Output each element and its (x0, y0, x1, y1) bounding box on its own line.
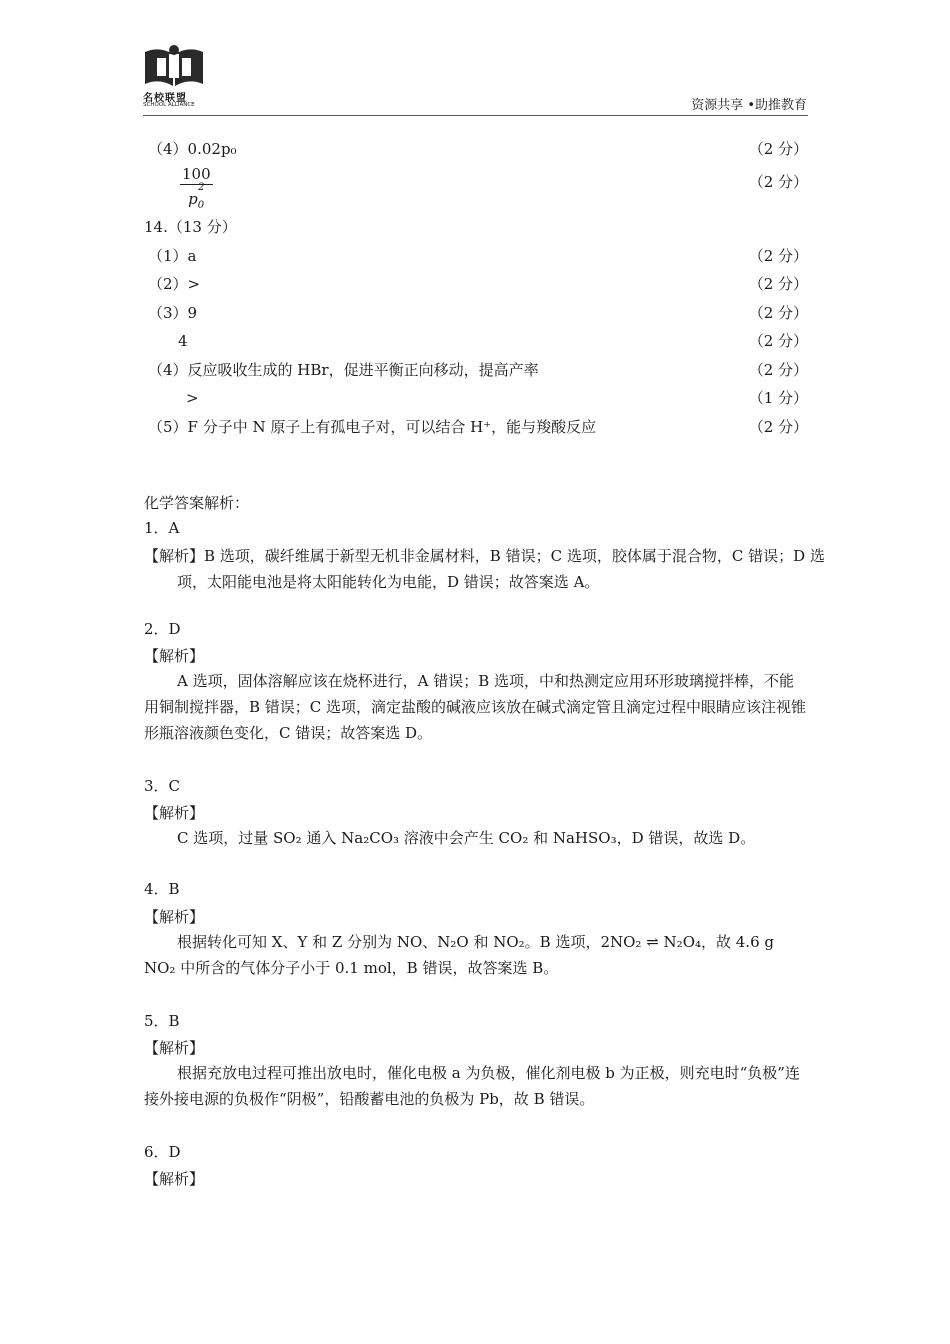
item-number: 3．C (144, 777, 181, 795)
answer-points: （2 分） (748, 247, 808, 265)
analysis-body: B 选项，碳纤维属于新型无机非金属材料，B 错误；C 选项，胶体属于混合物，C 错误；D 选项，太阳能电池是将太阳能转化为电能，D 错误；故答案选 A。 (177, 547, 825, 591)
answer-row (148, 273, 808, 295)
item-number: 5．B (144, 1012, 180, 1030)
answer-points: （2 分） (748, 304, 808, 322)
answer-label: > (186, 389, 199, 407)
header-divider (143, 115, 808, 116)
logo-name: 名校联盟 (143, 93, 187, 104)
answer-label: （4）反应吸收生成的 HBr，促进平衡正向移动，提高产率 (148, 361, 539, 379)
item-number: 4．B (144, 880, 180, 898)
answer-row (148, 245, 808, 267)
answer-points: （2 分） (748, 361, 808, 379)
question-number: 14.（13 分） (144, 218, 237, 236)
analysis-title: 化学答案解析： (144, 494, 250, 512)
question-heading (144, 216, 804, 238)
analysis-body: 根据转化可知 X、Y 和 Z 分别为 NO、N₂O 和 NO₂。B 选项，2NO₂ ⇌ N₂O₄，故 4.6 g NO₂ 中所含的气体分子小于 0.1 mol，B 错误，故答案选 B。 (144, 933, 774, 977)
analysis-body: 根据充放电过程可推出放电时，催化电极 a 为负极，催化剂电极 b 为正极，则充电时“负极”连接外接电源的负极作“阴极”，铅酸蓄电池的负极为 Pb，故 B 错误。 (144, 1064, 800, 1108)
analysis-body: A 选项，固体溶解应该在烧杯进行，A 错误；B 选项，中和热测定应用环形玻璃搅拌棒，不能用铜制搅拌器，B 错误；C 选项，滴定盐酸的碱液应该放在碱式滴定管且滴定过程中眼睛应该注视锥形瓶溶液颜色变化，C 错误；故答案选 D。 (144, 672, 807, 742)
school-alliance-logo-icon (143, 42, 205, 88)
answer-points: （2 分） (748, 332, 808, 350)
analysis-tag: 【解析】 (144, 547, 205, 565)
answer-label: （1）a (148, 247, 197, 265)
analysis-body: C 选项，过量 SO₂ 通入 Na₂CO₃ 溶液中会产生 CO₂ 和 NaHSO₃，D 错误，故选 D。 (177, 829, 756, 847)
answer-points: （2 分） (748, 418, 808, 436)
analysis-tag: 【解析】 (144, 804, 205, 822)
answer-label: （3）9 (148, 304, 198, 322)
answer-points: （1 分） (748, 389, 808, 407)
answer-points: （2 分） (748, 140, 808, 158)
answer-row (148, 387, 808, 409)
fraction-numerator: 100 (182, 165, 211, 183)
item-number: 2．D (144, 620, 181, 638)
answer-label: 4 (178, 332, 188, 350)
item-number: 6．D (144, 1143, 181, 1161)
analysis-tag: 【解析】 (144, 908, 205, 926)
answer-row (148, 302, 808, 324)
answer-row (148, 171, 808, 193)
answer-label: （4）0.02p₀ (148, 140, 237, 158)
answer-row (148, 359, 808, 381)
answer-row (148, 416, 808, 438)
item-explanation (144, 543, 841, 595)
answer-points: （2 分） (748, 275, 808, 293)
answer-label: （2）> (148, 275, 201, 293)
answer-row (148, 138, 808, 160)
answer-points: （2 分） (748, 173, 808, 191)
fraction-denominator: $p_0^2$ (188, 182, 205, 211)
analysis-tag: 【解析】 (144, 1039, 205, 1057)
logo-subtitle: SCHOOL ALLIANCE (143, 102, 195, 108)
item-number: 1．A (144, 519, 180, 537)
answer-row (148, 330, 808, 352)
answer-label: （5）F 分子中 N 原子上有孤电子对，可以结合 H⁺，能与羧酸反应 (148, 418, 597, 436)
analysis-tag: 【解析】 (144, 1170, 205, 1188)
header-slogan: 资源共享 •助推教育 (691, 98, 807, 113)
analysis-tag: 【解析】 (144, 647, 205, 665)
